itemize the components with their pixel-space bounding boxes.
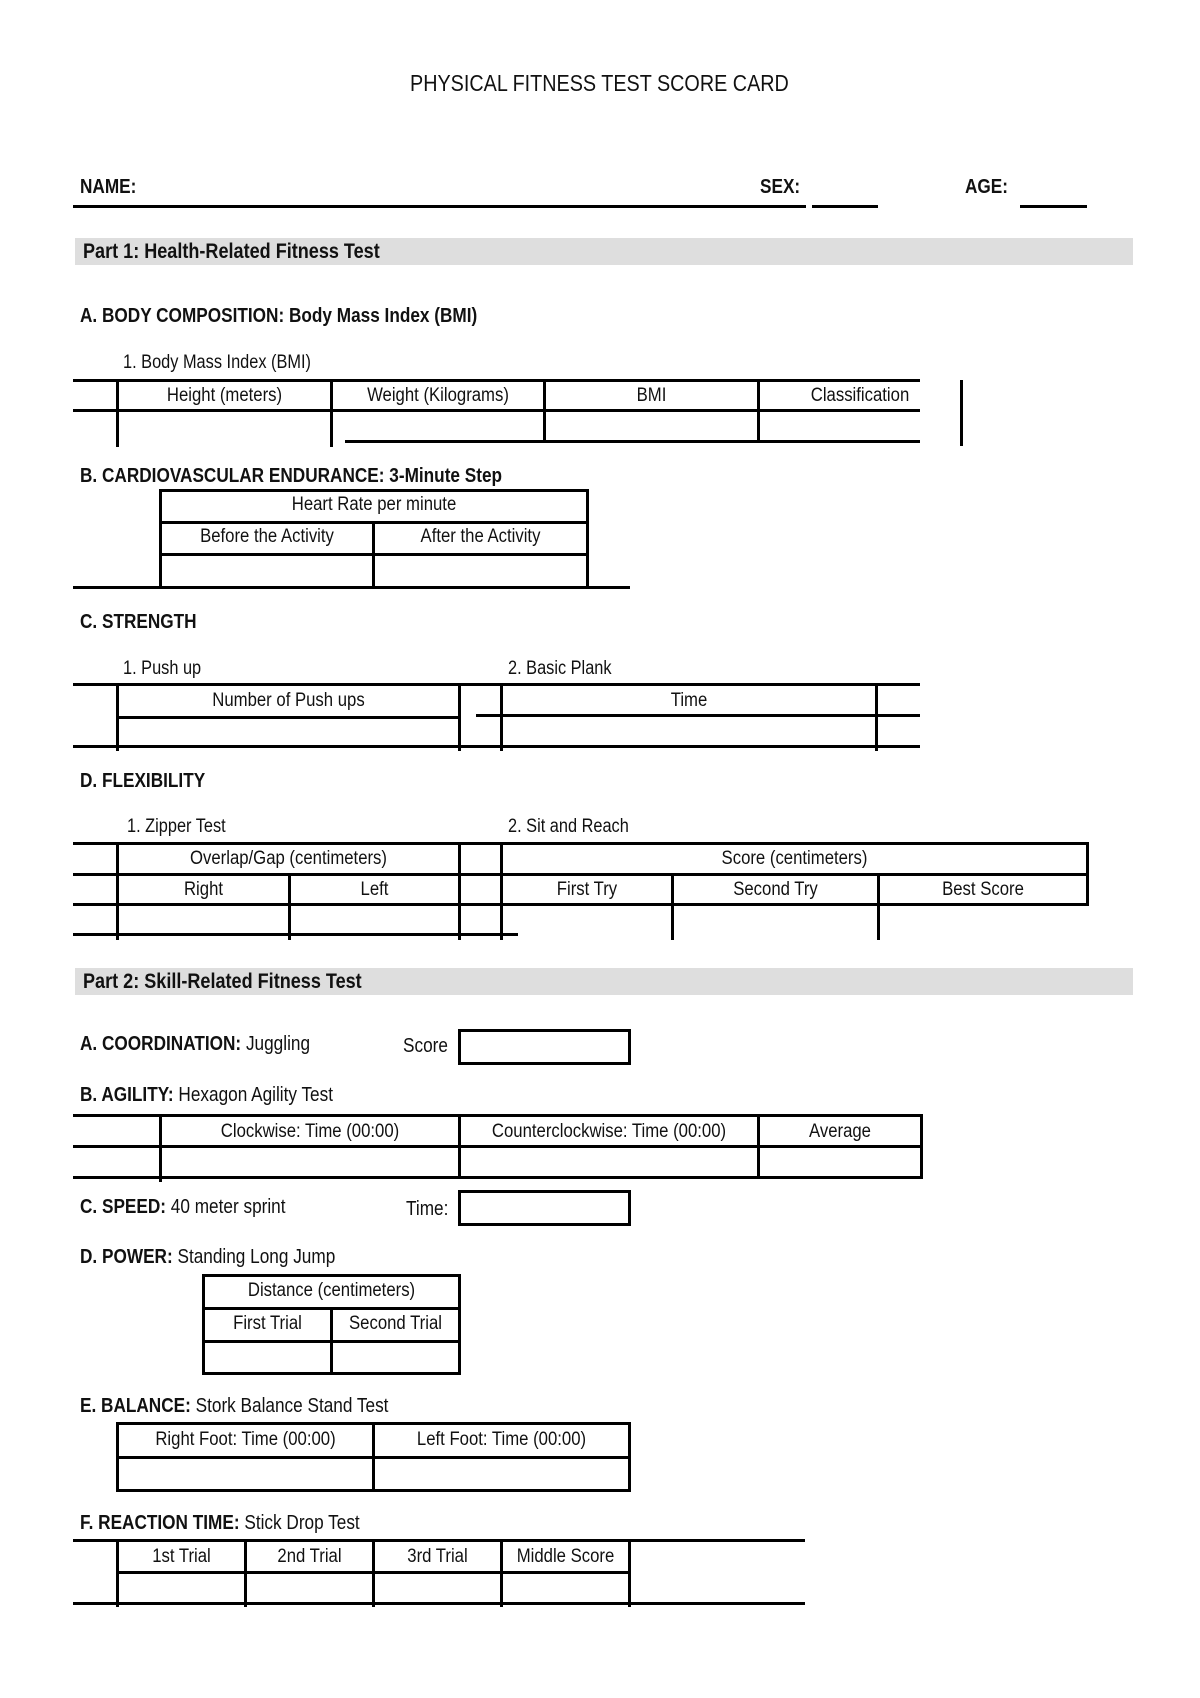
flex-div-4 — [671, 873, 674, 940]
flex-col-first-try: First Try — [556, 879, 618, 900]
bmi-top-line — [73, 379, 920, 382]
flex-group-overlap: Overlap/Gap (centimeters) — [189, 848, 387, 869]
agility-heading — [80, 1084, 333, 1107]
cardio-base-line — [73, 586, 630, 589]
agility-div-3 — [920, 1114, 923, 1179]
cardio-heading: B. CARDIOVASCULAR ENDURANCE: 3-Minute Step — [80, 465, 503, 487]
coordination-score-label: Score — [403, 1035, 448, 1057]
bmi-div-2 — [543, 379, 546, 442]
flexibility-heading: D. FLEXIBILITY — [80, 770, 206, 792]
strength-mid-line-2 — [476, 714, 920, 717]
reaction-col-2nd: 2nd Trial — [277, 1546, 342, 1567]
flex-div-3 — [500, 842, 503, 940]
coordination-heading — [80, 1033, 310, 1056]
bmi-div-1 — [330, 379, 333, 447]
bmi-heading: A. BODY COMPOSITION: Body Mass Index (BMI) — [80, 305, 478, 327]
reaction-heading-bold: F. REACTION TIME: — [80, 1512, 240, 1534]
agility-div-0 — [159, 1114, 162, 1182]
strength-col-pushups: Number of Push ups — [212, 690, 365, 711]
flex-div-2 — [458, 842, 461, 940]
power-col-div — [330, 1307, 333, 1373]
coordination-score-field[interactable] — [458, 1029, 631, 1065]
speed-heading-rest: 40 meter sprint — [170, 1196, 286, 1218]
strength-sub-plank: 2. Basic Plank — [508, 658, 612, 679]
bmi-div-0 — [116, 379, 119, 447]
strength-sub-pushup: 1. Push up — [123, 658, 202, 679]
agility-heading-rest: Hexagon Agility Test — [178, 1084, 334, 1106]
bmi-mid-line — [73, 409, 920, 412]
flex-line-2 — [73, 873, 1089, 876]
agility-line-3 — [73, 1176, 923, 1179]
strength-div-2 — [500, 683, 503, 751]
speed-heading — [80, 1196, 286, 1219]
bmi-col-classification: Classification — [810, 385, 910, 406]
balance-col-left: Left Foot: Time (00:00) — [416, 1429, 587, 1450]
strength-mid-line-1 — [116, 716, 460, 719]
flex-sub-zipper: 1. Zipper Test — [127, 816, 226, 837]
agility-div-1 — [458, 1114, 461, 1179]
bmi-col-weight: Weight (Kilograms) — [367, 385, 509, 406]
strength-heading: C. STRENGTH — [80, 611, 197, 633]
strength-div-0 — [116, 683, 119, 751]
age-label: AGE: — [965, 176, 1008, 198]
bmi-div-4 — [960, 380, 963, 446]
agility-col-average: Average — [809, 1121, 871, 1142]
bmi-subheading: 1. Body Mass Index (BMI) — [123, 352, 311, 373]
reaction-div-3 — [500, 1539, 503, 1607]
agility-line-2 — [73, 1145, 923, 1148]
speed-time-label: Time: — [406, 1198, 449, 1220]
speed-time-field[interactable] — [458, 1190, 631, 1226]
flex-sub-sitreach: 2. Sit and Reach — [508, 816, 629, 837]
cardio-col-before: Before the Activity — [200, 526, 334, 547]
reaction-col-middle: Middle Score — [516, 1546, 615, 1567]
strength-top-line — [73, 683, 920, 686]
reaction-heading-rest: Stick Drop Test — [244, 1512, 360, 1534]
flex-div-5 — [877, 873, 880, 940]
power-col-second: Second Trial — [349, 1313, 442, 1334]
reaction-line-1 — [73, 1539, 805, 1542]
flex-line-1 — [73, 842, 1089, 845]
coordination-heading-rest: Juggling — [245, 1033, 311, 1055]
sex-line[interactable] — [812, 205, 878, 208]
balance-heading-rest: Stork Balance Stand Test — [195, 1395, 389, 1417]
page-title: PHYSICAL FITNESS TEST SCORE CARD — [410, 70, 789, 96]
part2-title: Part 2: Skill-Related Fitness Test — [83, 970, 362, 993]
agility-line-1 — [73, 1114, 923, 1117]
reaction-col-3rd: 3rd Trial — [407, 1546, 468, 1567]
flex-line-3 — [73, 903, 1089, 906]
cardio-col-after: After the Activity — [420, 526, 541, 547]
reaction-heading — [80, 1512, 360, 1535]
flex-col-left: Left — [360, 879, 389, 900]
agility-heading-bold: B. AGILITY: — [80, 1084, 174, 1106]
flex-col-best-score: Best Score — [942, 879, 1024, 900]
strength-col-time: Time — [670, 690, 708, 711]
flex-col-second-try: Second Try — [733, 879, 818, 900]
agility-col-counterclockwise: Counterclockwise: Time (00:00) — [491, 1121, 727, 1142]
flex-col-right: Right — [183, 879, 224, 900]
name-line[interactable] — [73, 205, 806, 208]
reaction-div-2 — [372, 1539, 375, 1607]
balance-col-div — [372, 1422, 375, 1492]
balance-heading — [80, 1395, 388, 1418]
reaction-div-4 — [628, 1539, 631, 1607]
balance-heading-bold: E. BALANCE: — [80, 1395, 191, 1417]
power-group-distance: Distance (centimeters) — [247, 1280, 416, 1301]
reaction-line-3 — [73, 1602, 805, 1605]
power-heading — [80, 1246, 335, 1269]
strength-bottom-line — [73, 745, 920, 748]
flex-div-0 — [116, 842, 119, 940]
bmi-bottom-line — [345, 440, 920, 443]
power-heading-rest: Standing Long Jump — [177, 1246, 336, 1268]
power-heading-bold: D. POWER: — [80, 1246, 173, 1268]
cardio-col-div — [372, 521, 375, 587]
agility-div-2 — [757, 1114, 760, 1179]
sex-label: SEX: — [760, 176, 801, 198]
balance-col-right: Right Foot: Time (00:00) — [155, 1429, 336, 1450]
part1-title: Part 1: Health-Related Fitness Test — [83, 240, 380, 263]
bmi-div-3 — [757, 379, 760, 442]
bmi-col-height: Height (meters) — [166, 385, 283, 406]
flex-group-score: Score (centimeters) — [721, 848, 868, 869]
bmi-col-bmi: BMI — [636, 385, 667, 406]
agility-col-clockwise: Clockwise: Time (00:00) — [220, 1121, 400, 1142]
age-line[interactable] — [1020, 205, 1087, 208]
flex-div-1 — [288, 873, 291, 940]
flex-line-4a — [73, 933, 518, 936]
strength-div-3 — [875, 683, 878, 751]
power-col-first: First Trial — [233, 1313, 302, 1334]
coordination-heading-bold: A. COORDINATION: — [80, 1033, 242, 1055]
reaction-div-0 — [116, 1539, 119, 1607]
name-label: NAME: — [80, 176, 137, 198]
reaction-col-1st: 1st Trial — [152, 1546, 211, 1567]
cardio-group-header: Heart Rate per minute — [291, 494, 457, 515]
speed-heading-bold: C. SPEED: — [80, 1196, 167, 1218]
flex-div-6 — [1086, 842, 1089, 906]
reaction-div-1 — [244, 1539, 247, 1607]
strength-div-1 — [458, 683, 461, 751]
